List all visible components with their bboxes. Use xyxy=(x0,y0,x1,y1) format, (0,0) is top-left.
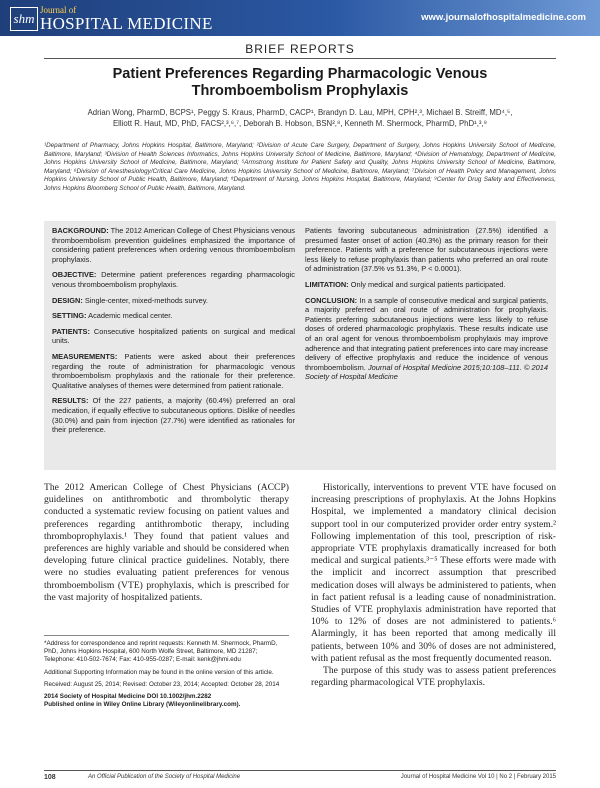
abstract-measurements: MEASUREMENTS: Patients were asked about their preferences regarding the route of administration for pharmacologic venous thromboembolism prophylaxis and the rationale for their preference. Qualitative analyses of themes were determined from patient rationale. xyxy=(52,351,295,390)
journal-small-label: Journal of xyxy=(40,5,77,15)
journal-url-link[interactable]: www.journalofhospitalmedicine.com xyxy=(421,12,586,23)
abstract-right-column xyxy=(305,226,548,388)
article-title xyxy=(40,66,560,100)
authors-line-1: Adrian Wong, PharmD, BCPS¹, Peggy S. Kraus, PharmD, CACP¹, Brandyn D. Lau, MPH, CPH²,³, Michael B. Streiff, MD⁴,⁵, xyxy=(87,108,513,117)
body-right-column xyxy=(311,482,556,689)
author-list xyxy=(60,107,540,129)
abstract-results-continued: Patients favoring subcutaneous administration (27.5%) identified a presumed faster onset of action (40.3%) as the primary reason for their preference. Patients with a preference for subcutaneous injections were less likely to refuse prophylaxis than patients who preferred an oral route of administration (37.5% vs 51.3%, P < 0.0001). xyxy=(305,226,548,274)
abstract-patients: PATIENTS: Consecutive hospitalized patients on surgical and medical units. xyxy=(52,326,295,346)
section-divider xyxy=(44,58,556,59)
footer-divider xyxy=(44,770,556,771)
authors-line-2: Elliott R. Haut, MD, PhD, FACS²,³,⁶,⁷, Deborah B. Hobson, BSN²,⁸, Kenneth M. Shermock, PharmD, PhD¹,³,⁹ xyxy=(112,119,488,128)
abstract-limitation: LIMITATION: Only medical and surgical patients participated. xyxy=(305,279,506,289)
page-number: 108 xyxy=(44,774,56,781)
abstract-citation: Journal of Hospital Medicine 2015;10:108–111. © 2014 Society of Hospital Medicine xyxy=(305,362,548,382)
footer-left-text: An Official Publication of the Society of Hospital Medicine xyxy=(88,774,241,780)
correspondence-note: *Address for correspondence and reprint requests: Kenneth M. Shermock, PharmD, PhD, Johns Hopkins Hospital, 600 North Wolfe Street, Baltimore, MD 21287; Telephone: 410-502-7674; Fax: 410-955-0287; E-mail: kenk@jhmi.edu xyxy=(44,640,278,664)
dates-note: Received: August 25, 2014; Revised: October 23, 2014; Accepted: October 28, 2014 xyxy=(44,680,280,688)
journal-name: HOSPITAL MEDICINE xyxy=(40,14,213,33)
title-line-1: Patient Preferences Regarding Pharmacologic Venous xyxy=(112,66,488,82)
footnotes xyxy=(44,640,289,713)
abstract-design: DESIGN: Single-center, mixed-methods survey. xyxy=(52,295,208,305)
published-note: Published online in Wiley Online Library (Wileyonlinelibrary.com). xyxy=(44,701,241,709)
body-paragraph: The purpose of this study was to assess patient preferences regarding pharmacological VTE prophylaxis. xyxy=(311,665,556,689)
body-paragraph: The 2012 American College of Chest Physicians (ACCP) guidelines on antithrombotic and thrombolytic therapy conducted a systematic review focusing on patient values and preferences regarding antithrombotic therapy, including thromboprophylaxis.¹ They found that patient values and preferences are highly variable and should be considered when developing future clinical practice guidelines. Notably, there were no studies evaluating patient preferences for venous thromboembolism (VTE) prophylaxis, which is prescribed for the vast majority of hospitalized patients. xyxy=(44,482,289,603)
affiliations: ¹Department of Pharmacy, Johns Hopkins Hospital, Baltimore, Maryland; ²Division of Acute Care Surgery, Department of Surgery, Johns Hopkins University School of Medicine, Baltimore, Maryland; ³Division of Health Sciences Informatics, Johns Hopkins University School of Medicine, Baltimore, Maryland; ⁴Division of Hematology, Department of Medicine, Johns Hopkins University School of Medicine, Baltimore, Maryland; ⁵Armstrong Institute for Patient Safety and Quality, Johns Hopkins University School of Medicine, Baltimore, Maryland; ⁶Division of Anesthesiology/Critical Care Medicine, Johns Hopkins University School of Medicine, Baltimore, Maryland; ⁷Division of Health Policy and Management, Johns Hopkins University School of Public Health, Baltimore, Maryland; ⁸Department of Nursing, Johns Hopkins Hospital, Baltimore, Maryland; ⁹Center for Drug Safety and Effectiveness, Johns Hopkins Bloomberg School of Public Health, Baltimore, Maryland. xyxy=(44,142,556,192)
copyright-note: 2014 Society of Hospital Medicine DOI 10.1002/jhm.2282 xyxy=(44,693,212,701)
abstract-left-column xyxy=(52,226,295,441)
body-left-column xyxy=(44,482,289,604)
footer-right-text: Journal of Hospital Medicine Vol 10 | No 2 | February 2015 xyxy=(400,774,556,780)
body-paragraph: Historically, interventions to prevent VTE have focused on increasing prescriptions of prophylaxis. At the Johns Hopkins Hospital, we implemented a mandatory clinical decision support tool in our computerized provider order entry system.² Following implementation of this tool, prescription of risk-appropriate VTE prophylaxis dramatically increased for both medical and surgical patients.³⁻⁵ These efforts were made with the implicit and incorrect assumption that prescribed medication doses will always be administered to patients, when in fact patient refusal is a leading cause of nonadministration. Studies of VTE prophylaxis administration have reported that 10% to 12% of doses are not administered to patients.⁶ Alarmingly, it has been reported that among medically ill patients, between 10% and 30% of doses are not administered, with patient refusal as the most frequently documented reason. xyxy=(311,482,556,664)
footnote-divider xyxy=(44,635,289,636)
title-line-2: Thromboembolism Prophylaxis xyxy=(191,83,409,99)
abstract-results: RESULTS: Of the 227 patients, a majority (60.4%) preferred an oral medication, if equally effective to subcutaneous options. Dislike of needles (30.0%) and pain from injection (27.7%) were identified as rationales for their preference. xyxy=(52,396,295,435)
abstract-background: BACKGROUND: The 2012 American College of Chest Physicians venous thromboembolism prevention guidelines emphasized the importance of considering patient preferences when ordering venous thromboembolism prophylaxis. xyxy=(52,226,295,264)
section-label: BRIEF REPORTS xyxy=(245,42,355,56)
abstract-objective: OBJECTIVE: Determine patient preferences regarding pharmacologic venous thromboembolism prophylaxis. xyxy=(52,270,295,289)
abstract-setting: SETTING: Academic medical center. xyxy=(52,311,173,321)
supporting-info-note: Additional Supporting Information may be found in the online version of this article. xyxy=(44,668,274,676)
abstract-conclusion: CONCLUSION: In a sample of consecutive medical and surgical patients, a majority preferred an oral route of administration for prophylaxis. Patients preferring subcutaneous injections were less likely to refuse doses of ordered pharmacologic prophylaxis. These results indicate use of an oral agent for venous thromboembolism prophylaxis may improve adherence and that integrating patient preferences into care may increase delivery of effective prophylaxis and reduce the incidence of venous thromboembolism. Journal of Hospital Medicine 2015;10:108–111. © 2014 Society of Hospital Medicine xyxy=(305,295,548,382)
shm-logo: shm xyxy=(10,7,38,31)
